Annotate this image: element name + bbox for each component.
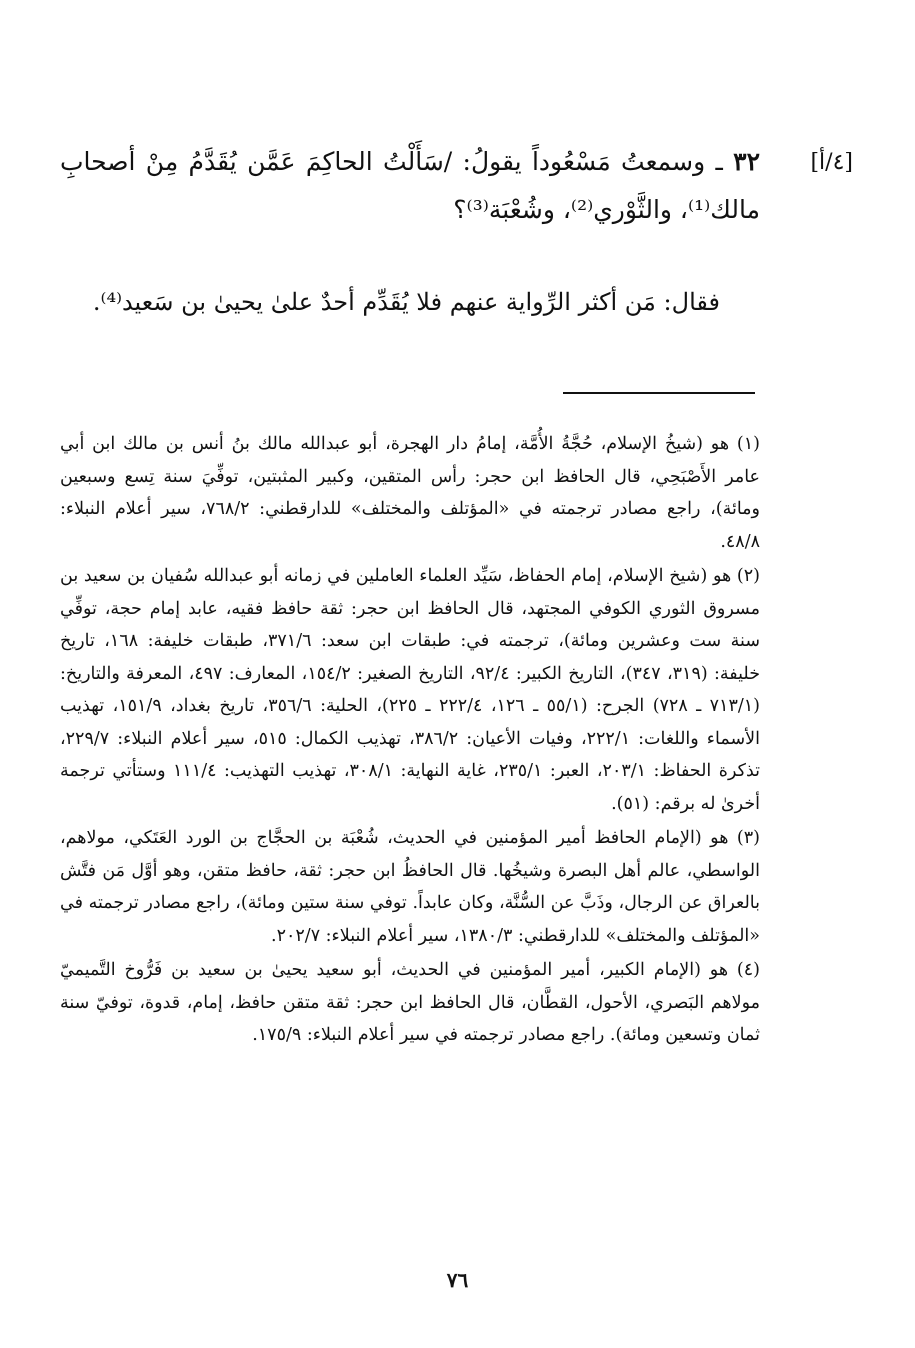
footnote-2: (٢) هو (شيخ الإسلام، إمام الحفاظ، سَيِّد العلماء العاملين في زمانه أبو عبدالله سُفيان بن سعيد بن مسروق الثوري الكوفي المجتهد، قال الحافظ ابن حجر: ثقة حافظ فقيه، عابد إمام حجة، توفِّي سنة ست وعشرين ومائة)، ترجمته في: طبقات ابن سعد: ٣٧١/٦، طبقات خليفة: ١٦٨، تاريخ خليفة: (٣١٩، ٣٤٧)، التاريخ الكبير: ٩٢/٤، التاريخ الصغير: ١٥٤/٢، المعارف: ٤٩٧، المعرفة والتاريخ: (٧١٣/١ ـ ٧٢٨) الجرح: (٥٥/١ ـ ١٢٦، ٢٢٢/٤ ـ ٢٢٥)، الحلية: ٣٥٦/٦، تاريخ بغداد، ١٥١/٩، تهذيب الأسماء واللغات: ٢٢٢/١، وفيات الأعيان: ٣٨٦/٢، تهذيب الكمال: ٥١٥، سير أعلام النبلاء: ٢٢٩/٧، تذكرة الحفاظ: ٢٠٣/١، العبر: ٢٣٥/١، غاية النهاية: ٣٠٨/١، تهذيب التهذيب: ١١١/٤ وستأتي ترجمة أخرىٰ له برقم: (٥١). <box>60 566 761 814</box>
footnote-separator <box>563 392 755 394</box>
main-text-answer: فقال: مَن أكثر الرِّواية عنهم فلا يُقَدِّم أحدٌ علىٰ يحيىٰ بن سَعيد⁽⁴⁾. <box>92 288 720 316</box>
footnote-1: (١) هو (شيخُ الإسلام، حُجَّةُ الأُمَّة، إمامُ دار الهجرة، أبو عبدالله مالك بنُ أنس بن مالك ابن أبي عامر الأَصْبَحِي، قال الحافظ ابن حجر: رأس المتقين، وكبير المثبتين، توفِّيَ سنة تِسع وسبعين ومائة)، راجع مصادر ترجمته في «المؤتلف والمختلف» للدارقطني: ٧٦٨/٢، سير أعلام النبلاء: ٤٨/٨. <box>60 434 761 552</box>
main-text-line-1: ـ وسمعتُ مَسْعُوداً يقولُ: /سَأَلْتُ الحاكِمَ عَمَّن يُقَدَّمُ مِنْ أصحابِ مالك⁽¹⁾، والثَّوْري⁽²⁾، وشُعْبَة⁽³⁾؟ <box>60 147 760 224</box>
footnote-3: (٣) هو (الإمام الحافظ أمير المؤمنين في الحديث، شُعْبَة بن الحجَّاج بن الورد العَتَكي، مولاهم، الواسطي، عالم أهل البصرة وشيخُها. قال الحافظُ ابن حجر: ثقة، حافظ متقن، وهو أوَّل مَن فتَّش بالعراق عن الرجال، وذَبَّ عن السُّنَّة، وكان عابداً. توفي سنة ستين ومائة)، راجع مصادر ترجمته في «المؤتلف والمختلف» للدارقطني: ١٣٨٠/٣، سير أعلام النبلاء: ٢٠٢/٧. <box>60 828 760 946</box>
report-number: ٣٢ <box>733 147 760 176</box>
margin-folio-marker: [٤/أ] <box>810 150 853 175</box>
footnotes <box>60 428 760 1054</box>
main-text-paragraph <box>60 138 760 234</box>
footnote-4: (٤) هو (الإمام الكبير، أمير المؤمنين في الحديث، أبو سعيد يحيىٰ بن سعيد بن فَرُّوخ التَّميميّ مولاهم البَصري، الأحول، القطَّان، قال الحافظ ابن حجر: ثقة متقن حافظ، إمام، قدوة، توفيّ سنة ثمان وتسعين ومائة). راجع مصادر ترجمته في سير أعلام النبلاء: ١٧٥/٩. <box>60 960 760 1045</box>
page-number: ٧٦ <box>446 1268 469 1292</box>
